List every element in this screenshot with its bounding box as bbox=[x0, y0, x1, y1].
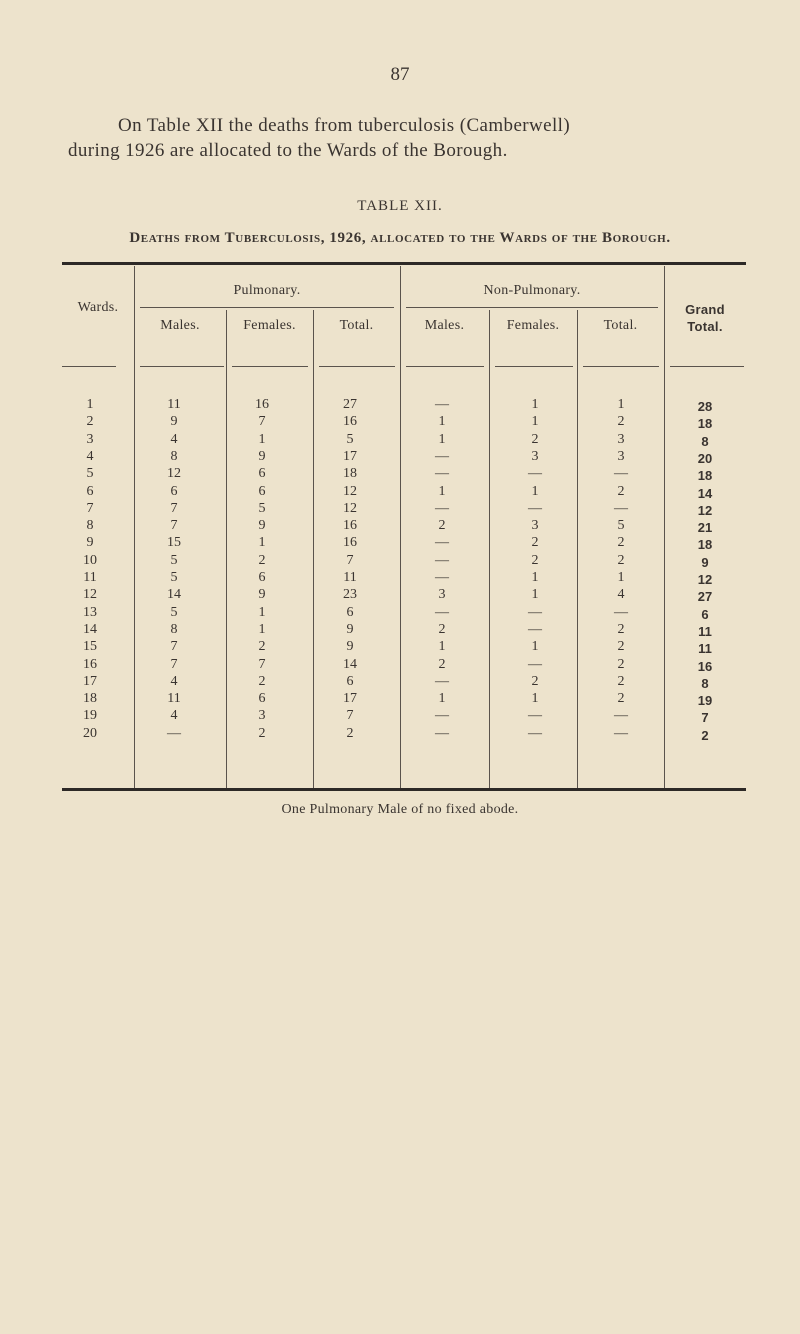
cell-non-pulmonary-total: — bbox=[614, 708, 628, 724]
cell-grand-total: 28 bbox=[697, 399, 713, 414]
header-pulmonary-females: Females. bbox=[243, 318, 296, 333]
cell-grand-total: 14 bbox=[697, 485, 713, 501]
cell-pulmonary-males: 8 bbox=[170, 621, 178, 637]
cell-grand-total: 16 bbox=[697, 658, 713, 674]
cell-non-pulmonary-males: — bbox=[435, 535, 449, 551]
cell-pulmonary-total: 7 bbox=[346, 708, 354, 724]
cell-non-pulmonary-total: 2 bbox=[617, 691, 625, 707]
cell-non-pulmonary-males: 1 bbox=[438, 691, 446, 707]
cell-pulmonary-females: 6 bbox=[258, 483, 266, 499]
intro-line-1: On Table XII the deaths from tuberculosis (Camberwell) bbox=[118, 115, 571, 136]
header-wards: Wards. bbox=[77, 300, 119, 315]
cell-pulmonary-total: 6 bbox=[346, 604, 354, 620]
page-number: 87 bbox=[390, 64, 410, 85]
cell-pulmonary-total: 12 bbox=[343, 483, 357, 499]
cell-grand-total: 9 bbox=[701, 554, 709, 570]
cell-pulmonary-females: 2 bbox=[258, 552, 266, 568]
intro-paragraph bbox=[68, 113, 758, 163]
cell-ward: 18 bbox=[83, 691, 97, 707]
cell-non-pulmonary-males: 2 bbox=[438, 518, 446, 534]
header-non-pulmonary-total: Total. bbox=[603, 318, 638, 333]
cell-non-pulmonary-total: — bbox=[614, 725, 628, 741]
header-non-pulmonary: Non-Pulmonary. bbox=[483, 283, 581, 298]
cell-pulmonary-males: 5 bbox=[170, 570, 178, 585]
cell-pulmonary-females: 6 bbox=[258, 466, 266, 482]
cell-pulmonary-females: 3 bbox=[258, 708, 266, 724]
table-title: TABLE XII. bbox=[357, 198, 443, 214]
non-pulmonary-underline bbox=[406, 307, 658, 308]
cell-non-pulmonary-females: 3 bbox=[531, 518, 539, 534]
cell-pulmonary-females: 1 bbox=[258, 621, 266, 637]
cell-non-pulmonary-males: 1 bbox=[438, 414, 446, 430]
header-non-pulmonary-males: Males. bbox=[424, 318, 465, 333]
cell-ward: 15 bbox=[83, 639, 97, 655]
header-grand: Grand bbox=[685, 302, 725, 317]
cell-pulmonary-total: 23 bbox=[343, 587, 357, 603]
cell-ward: 1 bbox=[86, 397, 94, 412]
header-rule bbox=[583, 366, 659, 367]
cell-pulmonary-total: 27 bbox=[343, 397, 357, 412]
cell-pulmonary-males: 5 bbox=[170, 604, 178, 620]
cell-grand-total: 7 bbox=[701, 710, 709, 726]
cell-pulmonary-females: 6 bbox=[258, 691, 266, 707]
cell-pulmonary-total: 12 bbox=[343, 500, 357, 516]
cell-pulmonary-total: 17 bbox=[343, 691, 357, 707]
cell-pulmonary-total: 14 bbox=[343, 656, 357, 672]
header-pulmonary: Pulmonary. bbox=[233, 283, 301, 298]
cell-pulmonary-total: 17 bbox=[343, 448, 357, 464]
cell-non-pulmonary-males: 2 bbox=[438, 621, 446, 637]
cell-ward: 12 bbox=[83, 587, 97, 603]
cell-pulmonary-total: 2 bbox=[346, 725, 354, 741]
cell-non-pulmonary-males: 1 bbox=[438, 483, 446, 499]
cell-pulmonary-total: 16 bbox=[343, 518, 357, 534]
pulmonary-underline bbox=[140, 307, 394, 308]
cell-non-pulmonary-total: 3 bbox=[617, 448, 625, 464]
table-subtitle: Deaths from Tuberculosis, 1926, allocated to the Wards of the Borough. bbox=[129, 230, 671, 246]
cell-non-pulmonary-males: — bbox=[435, 448, 449, 464]
cell-pulmonary-females: 7 bbox=[258, 414, 266, 430]
cell-non-pulmonary-females: 1 bbox=[531, 397, 539, 412]
cell-pulmonary-females: 9 bbox=[258, 587, 266, 603]
cell-pulmonary-females: 2 bbox=[258, 673, 266, 689]
cell-grand-total: 11 bbox=[698, 641, 712, 657]
cell-ward: 2 bbox=[86, 414, 94, 430]
cell-pulmonary-males: 9 bbox=[170, 414, 178, 430]
top-rule bbox=[62, 262, 746, 265]
cell-pulmonary-females: 9 bbox=[258, 448, 266, 464]
cell-non-pulmonary-total: 2 bbox=[617, 656, 625, 672]
cell-grand-total: 27 bbox=[697, 589, 713, 605]
cell-non-pulmonary-females: 1 bbox=[531, 570, 539, 585]
header-rule bbox=[232, 366, 308, 367]
cell-non-pulmonary-males: — bbox=[435, 552, 449, 568]
cell-non-pulmonary-females: — bbox=[528, 708, 542, 724]
cell-non-pulmonary-males: — bbox=[435, 604, 449, 620]
cell-ward: 13 bbox=[83, 604, 97, 620]
cell-ward: 10 bbox=[83, 552, 97, 568]
cell-non-pulmonary-total: 2 bbox=[617, 552, 625, 568]
cell-pulmonary-males: 5 bbox=[170, 552, 178, 568]
cell-ward: 4 bbox=[86, 448, 94, 464]
intro-line-2: during 1926 are allocated to the Wards of the Borough. bbox=[68, 140, 508, 161]
cell-pulmonary-total: 7 bbox=[346, 552, 354, 568]
cell-ward: 11 bbox=[83, 570, 97, 585]
cell-pulmonary-total: 9 bbox=[346, 621, 354, 637]
cell-pulmonary-females: 7 bbox=[258, 656, 266, 672]
header-rule bbox=[495, 366, 573, 367]
cell-pulmonary-total: 11 bbox=[343, 570, 357, 585]
cell-pulmonary-males: 4 bbox=[170, 431, 178, 447]
footnote: One Pulmonary Male of no fixed abode. bbox=[281, 802, 519, 817]
cell-non-pulmonary-males: — bbox=[435, 500, 449, 516]
cell-pulmonary-males: — bbox=[167, 725, 181, 741]
header-rule bbox=[319, 366, 395, 367]
cell-ward: 3 bbox=[86, 431, 94, 447]
cell-pulmonary-males: 12 bbox=[167, 466, 181, 482]
cell-pulmonary-total: 9 bbox=[346, 639, 354, 655]
cell-ward: 16 bbox=[83, 656, 97, 672]
cell-non-pulmonary-males: 3 bbox=[438, 587, 446, 603]
cell-non-pulmonary-total: 2 bbox=[617, 639, 625, 655]
cell-non-pulmonary-females: — bbox=[528, 500, 542, 516]
cell-non-pulmonary-females: — bbox=[528, 725, 542, 741]
cell-non-pulmonary-males: 2 bbox=[438, 656, 446, 672]
cell-ward: 19 bbox=[83, 708, 97, 724]
cell-non-pulmonary-total: — bbox=[614, 604, 628, 620]
cell-pulmonary-females: 9 bbox=[258, 518, 266, 534]
cell-non-pulmonary-females: 3 bbox=[531, 448, 539, 464]
cell-non-pulmonary-males: 1 bbox=[438, 431, 446, 447]
cell-non-pulmonary-total: 2 bbox=[617, 483, 625, 499]
cell-grand-total: 11 bbox=[698, 623, 712, 639]
cell-grand-total: 12 bbox=[697, 572, 713, 587]
cell-pulmonary-males: 6 bbox=[170, 483, 178, 499]
cell-non-pulmonary-males: — bbox=[435, 466, 449, 482]
header-pulmonary-total: Total. bbox=[339, 318, 374, 333]
header-non-pulmonary-females: Females. bbox=[506, 318, 560, 333]
cell-pulmonary-females: 6 bbox=[258, 570, 266, 585]
cell-pulmonary-males: 7 bbox=[170, 518, 178, 534]
cell-non-pulmonary-males: — bbox=[435, 397, 449, 412]
cell-non-pulmonary-males: — bbox=[435, 725, 449, 741]
cell-grand-total: 8 bbox=[701, 675, 709, 691]
cell-pulmonary-females: 16 bbox=[255, 397, 269, 412]
cell-non-pulmonary-females: 1 bbox=[531, 414, 539, 430]
cell-non-pulmonary-total: 2 bbox=[617, 535, 625, 551]
cell-non-pulmonary-females: 2 bbox=[531, 552, 539, 568]
cell-non-pulmonary-males: — bbox=[435, 673, 449, 689]
cell-grand-total: 2 bbox=[701, 727, 709, 743]
cell-pulmonary-males: 14 bbox=[167, 587, 181, 603]
cell-non-pulmonary-total: 3 bbox=[617, 431, 625, 447]
cell-non-pulmonary-males: 1 bbox=[438, 639, 446, 655]
header-pulmonary-males: Males. bbox=[160, 318, 200, 333]
bottom-rule bbox=[62, 788, 746, 791]
cell-ward: 8 bbox=[86, 518, 94, 534]
cell-pulmonary-males: 4 bbox=[170, 708, 178, 724]
cell-pulmonary-females: 1 bbox=[258, 431, 266, 447]
cell-pulmonary-total: 5 bbox=[346, 431, 354, 447]
header-rule bbox=[140, 366, 224, 367]
cell-pulmonary-females: 2 bbox=[258, 725, 266, 741]
cell-non-pulmonary-total: 4 bbox=[617, 587, 625, 603]
header-rule bbox=[62, 366, 116, 367]
cell-non-pulmonary-males: — bbox=[435, 708, 449, 724]
cell-pulmonary-males: 7 bbox=[170, 639, 178, 655]
header-grand-total: Total. bbox=[687, 319, 723, 334]
cell-non-pulmonary-females: 2 bbox=[531, 673, 539, 689]
cell-non-pulmonary-females: 1 bbox=[531, 691, 539, 707]
cell-pulmonary-males: 8 bbox=[170, 448, 178, 464]
header-rule bbox=[406, 366, 484, 367]
cell-non-pulmonary-total: — bbox=[614, 500, 628, 516]
cell-pulmonary-females: 1 bbox=[258, 604, 266, 620]
cell-ward: 20 bbox=[83, 725, 97, 741]
cell-pulmonary-females: 1 bbox=[258, 535, 266, 551]
cell-ward: 7 bbox=[86, 500, 94, 516]
cell-non-pulmonary-females: — bbox=[528, 604, 542, 620]
cell-non-pulmonary-females: 1 bbox=[531, 483, 539, 499]
cell-pulmonary-males: 11 bbox=[167, 397, 181, 412]
cell-non-pulmonary-males: — bbox=[435, 570, 449, 585]
cell-non-pulmonary-females: — bbox=[528, 466, 542, 482]
cell-pulmonary-total: 6 bbox=[346, 673, 354, 689]
cell-grand-total: 12 bbox=[697, 502, 713, 518]
cell-ward: 14 bbox=[83, 621, 97, 637]
cell-non-pulmonary-total: 2 bbox=[617, 414, 625, 430]
cell-pulmonary-females: 5 bbox=[258, 500, 266, 516]
cell-pulmonary-total: 16 bbox=[343, 414, 357, 430]
cell-non-pulmonary-total: 2 bbox=[617, 673, 625, 689]
cell-grand-total: 19 bbox=[697, 693, 713, 709]
cell-non-pulmonary-females: 1 bbox=[531, 587, 539, 603]
cell-pulmonary-females: 2 bbox=[258, 639, 266, 655]
cell-non-pulmonary-females: — bbox=[528, 656, 542, 672]
cell-non-pulmonary-total: 2 bbox=[617, 621, 625, 637]
cell-pulmonary-males: 7 bbox=[170, 656, 178, 672]
cell-non-pulmonary-females: 2 bbox=[531, 535, 539, 551]
cell-grand-total: 18 bbox=[697, 416, 713, 432]
cell-non-pulmonary-females: 1 bbox=[531, 639, 539, 655]
cell-non-pulmonary-total: 5 bbox=[617, 518, 625, 534]
cell-non-pulmonary-females: 2 bbox=[531, 431, 539, 447]
header-rule bbox=[670, 366, 744, 367]
cell-ward: 6 bbox=[86, 483, 94, 499]
cell-grand-total: 8 bbox=[701, 433, 709, 449]
cell-non-pulmonary-females: — bbox=[528, 621, 542, 637]
cell-grand-total: 20 bbox=[697, 450, 713, 466]
cell-grand-total: 18 bbox=[697, 537, 713, 553]
cell-grand-total: 6 bbox=[701, 606, 709, 622]
cell-pulmonary-total: 18 bbox=[343, 466, 357, 482]
cell-non-pulmonary-total: 1 bbox=[617, 397, 625, 412]
cell-ward: 5 bbox=[86, 466, 94, 482]
cell-pulmonary-males: 15 bbox=[167, 535, 181, 551]
cell-non-pulmonary-total: 1 bbox=[617, 570, 625, 585]
cell-pulmonary-males: 7 bbox=[170, 500, 178, 516]
cell-grand-total: 18 bbox=[697, 468, 713, 484]
cell-grand-total: 21 bbox=[697, 520, 713, 536]
cell-pulmonary-total: 16 bbox=[343, 535, 357, 551]
cell-ward: 17 bbox=[83, 673, 97, 689]
cell-pulmonary-males: 4 bbox=[170, 673, 178, 689]
cell-pulmonary-males: 11 bbox=[167, 691, 181, 707]
cell-ward: 9 bbox=[86, 535, 94, 551]
cell-non-pulmonary-total: — bbox=[614, 466, 628, 482]
